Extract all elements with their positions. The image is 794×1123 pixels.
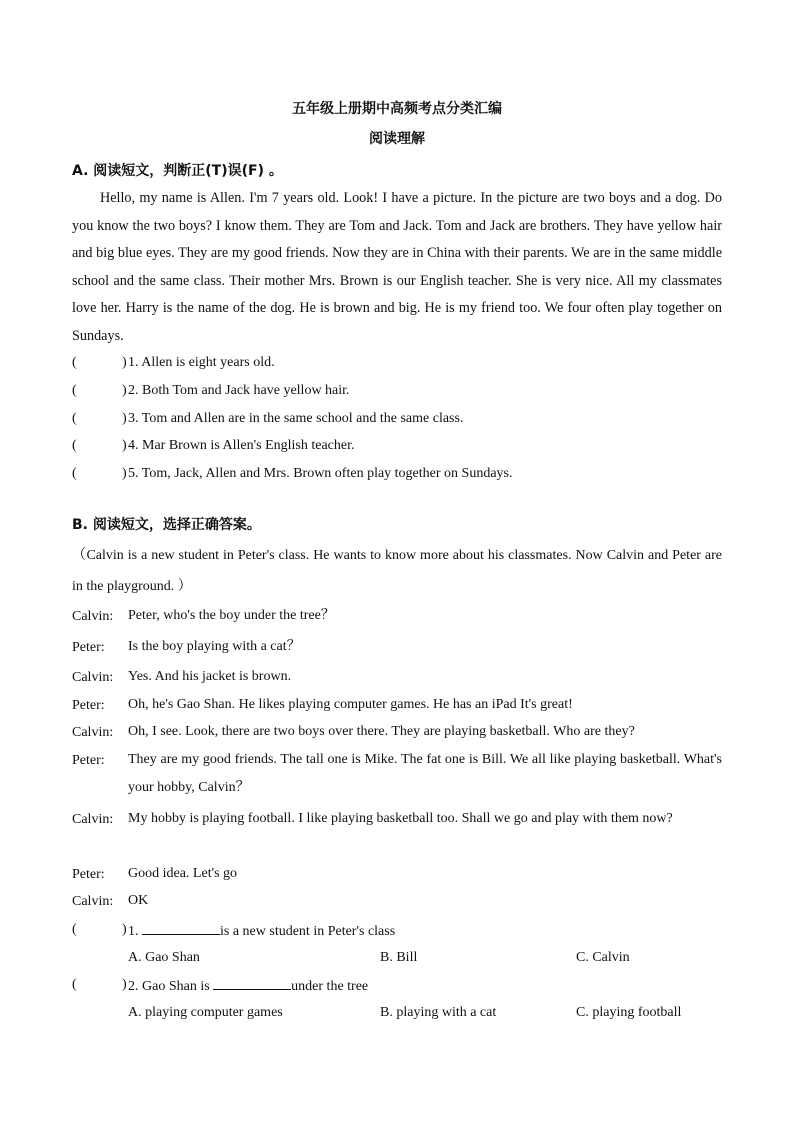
question-text: 1. Allen is eight years old.	[128, 355, 275, 370]
question-text	[128, 922, 395, 940]
question-text-after: is a new student in Peter's class	[220, 924, 396, 939]
answer-paren-close: )	[122, 411, 127, 426]
question-text: 3. Tom and Allen are in the same school and the same class.	[128, 411, 464, 426]
speaker-label: Peter:	[72, 640, 105, 655]
speech-text: They are my good friends. The tall one is Mike. The fat one is Bill. We all like playing basketball. What's your hobby, Calvin？	[128, 752, 722, 795]
speaker-label: Peter:	[72, 698, 105, 713]
question-text: 4. Mar Brown is Allen's English teacher.	[128, 438, 355, 453]
section-a-passage: Hello, my name is Allen. I'm 7 years old. Look! I have a picture. In the picture are two boys and a dog. Do you know the two boys? I know them. They are Tom and Jack. Tom and Jack are brothers. They have yellow hair and big blue eyes. They are my good friends. Now they are in China with their parents. We are in the same middle school and the same class. Their mother Mrs. Brown is our English teacher. She is very nice. All my classmates love her. Harry is the name of the dog. He is brown and big. He is my friend too. We four often play together on Sundays.	[72, 190, 722, 344]
answer-paren-close: )	[122, 438, 127, 453]
speaker-label: Calvin:	[72, 670, 114, 685]
speaker-label: Peter:	[72, 867, 105, 882]
speaker-label: Calvin:	[72, 894, 114, 909]
answer-paren-open: (	[72, 438, 77, 453]
question-text: 2. Both Tom and Jack have yellow hair.	[128, 383, 350, 398]
page-subtitle: 阅读理解	[369, 131, 425, 147]
speech-text: Oh, I see. Look, there are two boys over there. They are playing basketball. Who are they?	[128, 724, 635, 739]
answer-paren-open: (	[72, 411, 77, 426]
option-b1-b: B. Bill	[380, 950, 418, 965]
answer-paren-close: )	[122, 922, 127, 937]
option-b2-a: A. playing computer games	[128, 1005, 283, 1020]
question-text-after: under the tree	[291, 979, 369, 994]
speech-text: Oh, he's Gao Shan. He likes playing computer games. He has an iPad It's great!	[128, 697, 573, 712]
answer-paren-open: (	[72, 977, 77, 992]
option-b2-c: C. playing football	[576, 1005, 682, 1020]
speech-text: OK	[128, 893, 149, 908]
section-b-intro: （Calvin is a new student in Peter's class. He wants to know more about his classmates. Now Calvin and Peter are in the playground. ）	[72, 548, 722, 594]
option-b1-c: C. Calvin	[576, 950, 630, 965]
answer-paren-close: )	[122, 466, 127, 481]
speech-text: Peter, who's the boy under the tree？	[128, 608, 335, 623]
speech-text: Is the boy playing with a cat？	[128, 639, 301, 654]
answer-paren-open: (	[72, 922, 77, 937]
speaker-label: Calvin:	[72, 609, 114, 624]
answer-paren-close: )	[122, 977, 127, 992]
speech-text: My hobby is playing football. I like playing basketball too. Shall we go and play with them now?	[128, 811, 673, 826]
answer-paren-open: (	[72, 383, 77, 398]
answer-paren-open: (	[72, 355, 77, 370]
answer-paren-close: )	[122, 383, 127, 398]
speaker-label: Calvin:	[72, 812, 114, 827]
option-b2-b: B. playing with a cat	[380, 1005, 497, 1020]
section-a-heading: A. 阅读短文，判断正(T)误(F) 。	[72, 163, 283, 179]
answer-paren-close: )	[122, 355, 127, 370]
speaker-label: Calvin:	[72, 725, 114, 740]
section-b-heading: B. 阅读短文，选择正确答案。	[72, 517, 261, 533]
answer-blank[interactable]	[213, 977, 291, 990]
question-text-before: 1.	[128, 924, 142, 939]
option-b1-a: A. Gao Shan	[128, 950, 200, 965]
speaker-label: Peter:	[72, 753, 105, 768]
question-text: 5. Tom, Jack, Allen and Mrs. Brown often play together on Sundays.	[128, 466, 513, 481]
page-title: 五年级上册期中高频考点分类汇编	[292, 101, 502, 117]
answer-paren-open: (	[72, 466, 77, 481]
answer-blank[interactable]	[142, 922, 220, 935]
speech-text: Yes. And his jacket is brown.	[128, 669, 292, 684]
question-text	[128, 977, 368, 995]
question-text-before: 2. Gao Shan is	[128, 979, 214, 994]
speech-text: Good idea. Let's go	[128, 866, 238, 881]
